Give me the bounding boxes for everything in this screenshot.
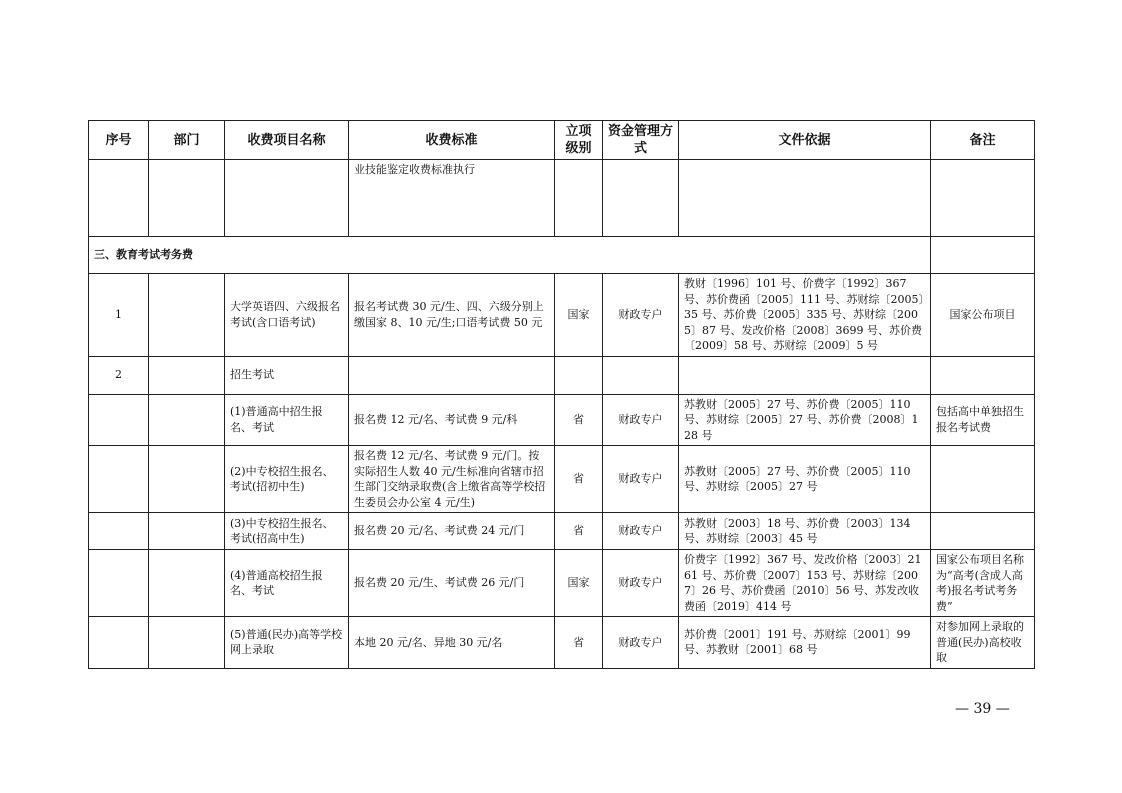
cell-item: (3)中专校招生报名、考试(招高中生): [225, 513, 349, 550]
table-row: [89, 394, 1035, 446]
page-number: — 39 —: [955, 701, 1010, 717]
cell-fund: 财政专户: [603, 513, 679, 550]
cell-remark: [931, 446, 1035, 513]
header-dept: 部门: [149, 121, 225, 160]
cell-standard: 报名费 12 元/名、考试费 9 元/门。按实际招生人数 40 元/生标准向省辖市招生部门交纳录取费(含上缴省高等学校招生委员会办公室 4 元/生): [349, 446, 555, 513]
cell-seq: 1: [89, 274, 149, 357]
table-row: [89, 550, 1035, 617]
cell-fund: 财政专户: [603, 550, 679, 617]
cell-standard: 报名考试费 30 元/生、四、六级分别上缴国家 8、10 元/生;口语考试费 50 元: [349, 274, 555, 357]
cell-standard: 报名费 20 元/生、考试费 26 元/门: [349, 550, 555, 617]
cell-basis: 教财〔1996〕101 号、价费字〔1992〕367 号、苏价费函〔2005〕111 号、苏财综〔2005〕35 号、苏价费〔2005〕335 号、苏财综〔2005〕87 号、发改价格〔2008〕3699 号、苏价费〔2009〕58 号、苏财综〔2009〕5 号: [679, 274, 931, 357]
cell-remark: 国家公布项目名称为“高考(含成人高考)报名考试考务费”: [931, 550, 1035, 617]
cell-basis: 苏教财〔2003〕18 号、苏价费〔2003〕134 号、苏财综〔2003〕45 号: [679, 513, 931, 550]
cell-level: 省: [555, 446, 603, 513]
cell-standard: 报名费 12 元/名、考试费 9 元/科: [349, 394, 555, 446]
cell-item: (4)普通高校招生报名、考试: [225, 550, 349, 617]
fee-table: [88, 120, 1035, 669]
header-basis: 文件依据: [679, 121, 931, 160]
cell-basis: 苏价费〔2001〕191 号、苏财综〔2001〕99 号、苏教财〔2001〕68 号: [679, 617, 931, 669]
cell-basis: 苏教财〔2005〕27 号、苏价费〔2005〕110 号、苏财综〔2005〕27 号、苏价费〔2008〕128 号: [679, 394, 931, 446]
header-standard: 收费标准: [349, 121, 555, 160]
table-row: [89, 160, 1035, 237]
cell-remark: [931, 513, 1035, 550]
cell-level: 省: [555, 394, 603, 446]
cell-fund: 财政专户: [603, 274, 679, 357]
header-item: 收费项目名称: [225, 121, 349, 160]
cell-level: 国家: [555, 274, 603, 357]
cell-fund: 财政专户: [603, 446, 679, 513]
section-row: [89, 237, 1035, 274]
header-seq: 序号: [89, 121, 149, 160]
cell-item: 大学英语四、六级报名考试(含口语考试): [225, 274, 349, 357]
cell-item: (1)普通高中招生报名、考试: [225, 394, 349, 446]
cell-item: (2)中专校招生报名、考试(招初中生): [225, 446, 349, 513]
section-title: 三、教育考试考务费: [89, 237, 931, 274]
table-row: [89, 356, 1035, 394]
table-row: [89, 274, 1035, 357]
cell-fund: 财政专户: [603, 394, 679, 446]
cell-standard: 本地 20 元/名、异地 30 元/名: [349, 617, 555, 669]
table-row: [89, 513, 1035, 550]
header-level: 立项级别: [555, 121, 603, 160]
table-row: [89, 617, 1035, 669]
cell-standard: 报名费 20 元/名、考试费 24 元/门: [349, 513, 555, 550]
cell-level: 国家: [555, 550, 603, 617]
cell-remark: 包括高中单独招生报名考试费: [931, 394, 1035, 446]
cell-seq: 2: [89, 356, 149, 394]
header-fund: 资金管理方式: [603, 121, 679, 160]
cell-basis: 价费字〔1992〕367 号、发改价格〔2003〕2161 号、苏价费〔2007〕153 号、苏财综〔2007〕26 号、苏价费函〔2010〕56 号、苏发改收费函〔2019〕414 号: [679, 550, 931, 617]
header-row: [89, 121, 1035, 160]
cell-basis: 苏教财〔2005〕27 号、苏价费〔2005〕110 号、苏财综〔2005〕27 号: [679, 446, 931, 513]
cell-remark: 国家公布项目: [931, 274, 1035, 357]
cell-item: 招生考试: [225, 356, 349, 394]
cell-level: 省: [555, 513, 603, 550]
cell-level: 省: [555, 617, 603, 669]
cell-remark: 对参加网上录取的普通(民办)高校收取: [931, 617, 1035, 669]
header-remark: 备注: [931, 121, 1035, 160]
cell-standard: 业技能鉴定收费标准执行: [349, 160, 555, 237]
cell-fund: 财政专户: [603, 617, 679, 669]
table-row: [89, 446, 1035, 513]
cell-item: (5)普通(民办)高等学校网上录取: [225, 617, 349, 669]
